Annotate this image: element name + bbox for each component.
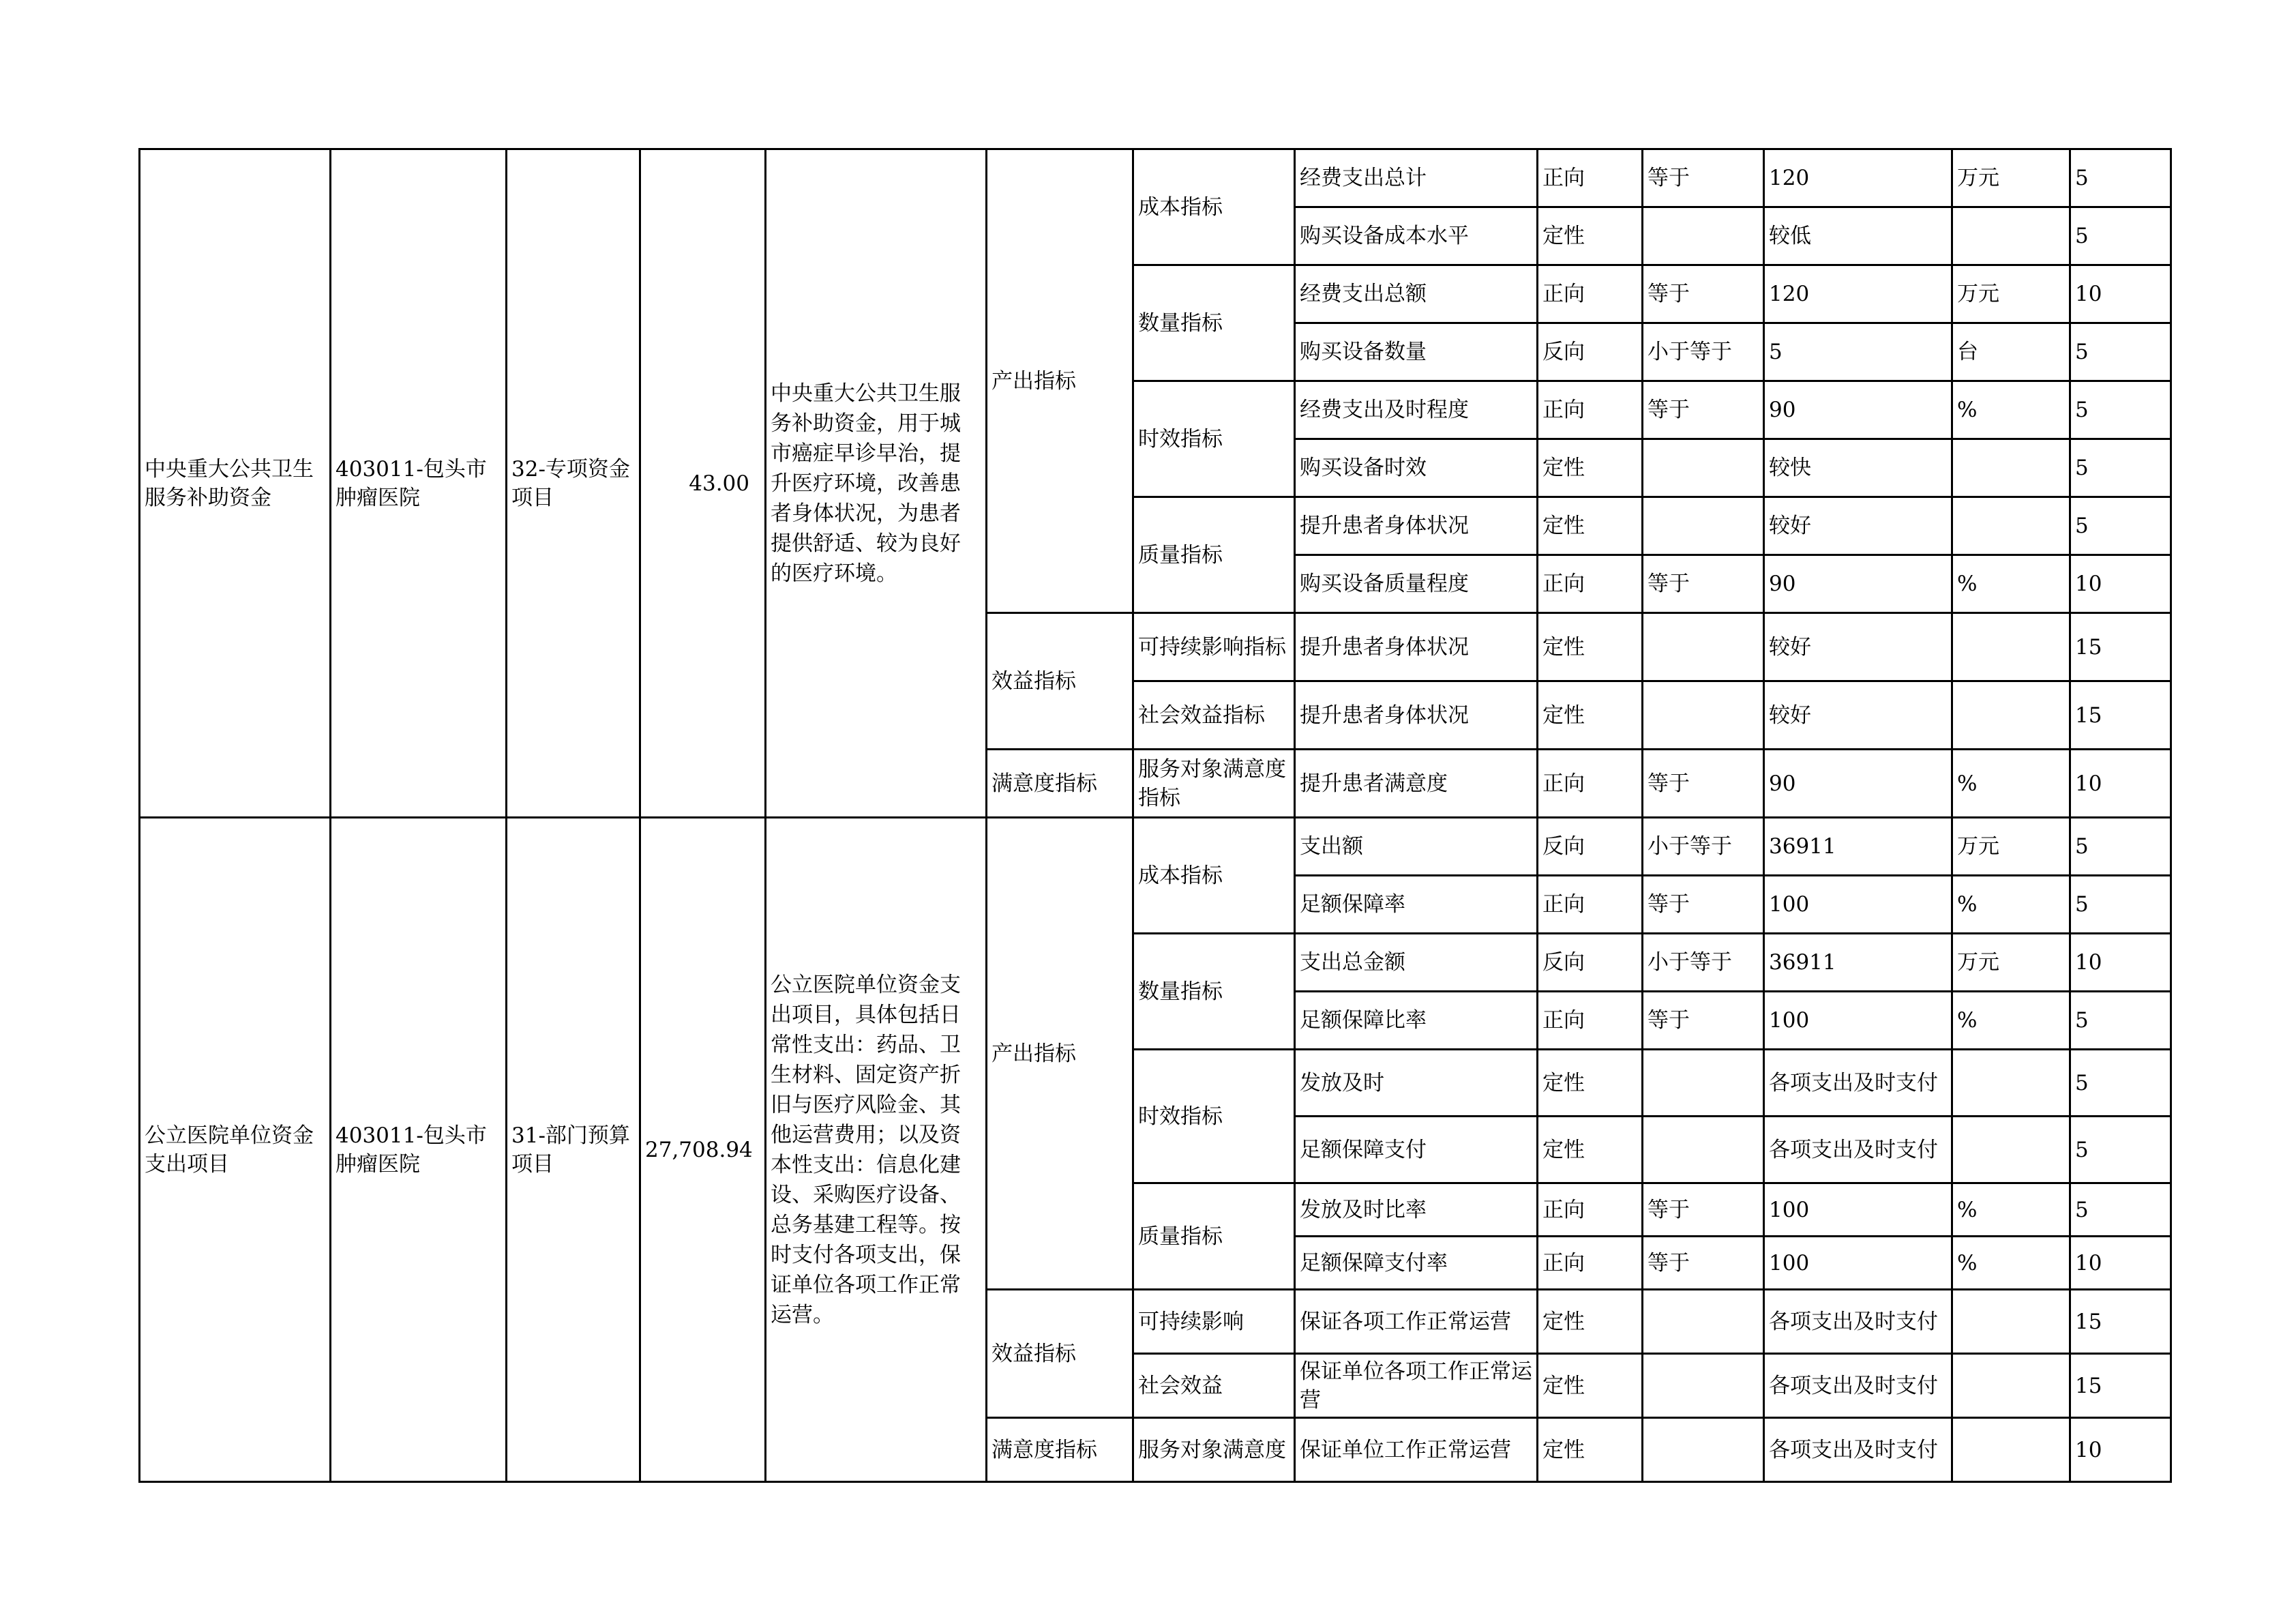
indicator-value: 各项支出及时支付 xyxy=(1764,1117,1952,1183)
unit-name: 403011-包头市肿瘤医院 xyxy=(331,149,507,818)
indicator-operator xyxy=(1643,1290,1764,1354)
indicator-name: 购买设备时效 xyxy=(1295,439,1538,497)
indicator-unit: 台 xyxy=(1952,323,2070,381)
level2-indicator: 成本指标 xyxy=(1133,818,1295,934)
indicator-unit: 万元 xyxy=(1952,818,2070,876)
indicator-operator xyxy=(1643,613,1764,681)
indicator-operator: 小于等于 xyxy=(1643,818,1764,876)
indicator-operator: 等于 xyxy=(1643,1237,1764,1290)
indicator-unit xyxy=(1952,613,2070,681)
indicator-name: 发放及时 xyxy=(1295,1050,1538,1117)
indicator-nature: 定性 xyxy=(1538,497,1643,555)
indicator-name: 保证单位各项工作正常运营 xyxy=(1295,1354,1538,1418)
indicator-name: 保证单位工作正常运营 xyxy=(1295,1418,1538,1482)
indicator-weight: 5 xyxy=(2070,439,2171,497)
level2-indicator: 数量指标 xyxy=(1133,265,1295,381)
indicator-operator: 等于 xyxy=(1643,555,1764,613)
indicator-value: 120 xyxy=(1764,265,1952,323)
indicator-name: 购买设备数量 xyxy=(1295,323,1538,381)
indicator-weight: 15 xyxy=(2070,1354,2171,1418)
indicator-operator xyxy=(1643,1418,1764,1482)
indicator-weight: 5 xyxy=(2070,381,2171,439)
level1-indicator: 满意度指标 xyxy=(987,1418,1133,1482)
indicator-weight: 5 xyxy=(2070,876,2171,934)
level1-indicator: 满意度指标 xyxy=(987,750,1133,818)
indicator-nature: 反向 xyxy=(1538,323,1643,381)
indicator-value: 各项支出及时支付 xyxy=(1764,1354,1952,1418)
indicator-value: 120 xyxy=(1764,149,1952,207)
indicator-weight: 15 xyxy=(2070,681,2171,750)
indicator-nature: 正向 xyxy=(1538,555,1643,613)
indicator-weight: 5 xyxy=(2070,818,2171,876)
indicator-operator: 等于 xyxy=(1643,876,1764,934)
indicator-weight: 10 xyxy=(2070,750,2171,818)
indicator-nature: 定性 xyxy=(1538,1290,1643,1354)
indicator-value: 36911 xyxy=(1764,818,1952,876)
indicator-operator: 等于 xyxy=(1643,750,1764,818)
indicator-unit xyxy=(1952,681,2070,750)
indicator-unit: 万元 xyxy=(1952,265,2070,323)
level2-indicator: 可持续影响指标 xyxy=(1133,613,1295,681)
indicator-weight: 5 xyxy=(2070,1050,2171,1117)
indicator-nature: 定性 xyxy=(1538,613,1643,681)
level2-indicator: 质量指标 xyxy=(1133,497,1295,613)
indicator-operator xyxy=(1643,207,1764,265)
indicator-value: 100 xyxy=(1764,876,1952,934)
level1-indicator: 效益指标 xyxy=(987,1290,1133,1418)
indicator-unit xyxy=(1952,1354,2070,1418)
indicator-unit: % xyxy=(1952,1237,2070,1290)
indicator-value: 90 xyxy=(1764,381,1952,439)
indicator-nature: 反向 xyxy=(1538,934,1643,992)
indicator-name: 提升患者满意度 xyxy=(1295,750,1538,818)
indicator-operator xyxy=(1643,1117,1764,1183)
indicator-nature: 定性 xyxy=(1538,439,1643,497)
indicator-nature: 正向 xyxy=(1538,750,1643,818)
indicator-weight: 15 xyxy=(2070,1290,2171,1354)
indicator-name: 经费支出总计 xyxy=(1295,149,1538,207)
indicator-nature: 定性 xyxy=(1538,207,1643,265)
indicator-value: 较好 xyxy=(1764,497,1952,555)
indicator-name: 足额保障比率 xyxy=(1295,992,1538,1050)
level2-indicator: 时效指标 xyxy=(1133,1050,1295,1183)
indicator-nature: 定性 xyxy=(1538,1117,1643,1183)
level2-indicator: 时效指标 xyxy=(1133,381,1295,497)
indicator-value: 较好 xyxy=(1764,681,1952,750)
level1-indicator: 效益指标 xyxy=(987,613,1133,750)
indicator-value: 90 xyxy=(1764,555,1952,613)
indicator-nature: 正向 xyxy=(1538,1183,1643,1237)
indicator-operator xyxy=(1643,1050,1764,1117)
table-row xyxy=(140,149,2171,207)
indicator-name: 购买设备质量程度 xyxy=(1295,555,1538,613)
indicator-unit: % xyxy=(1952,1183,2070,1237)
indicator-unit xyxy=(1952,207,2070,265)
indicator-nature: 正向 xyxy=(1538,876,1643,934)
indicator-weight: 10 xyxy=(2070,1237,2171,1290)
project-name: 中央重大公共卫生服务补助资金 xyxy=(140,149,331,818)
indicator-unit: % xyxy=(1952,381,2070,439)
indicator-value: 较低 xyxy=(1764,207,1952,265)
indicator-unit: % xyxy=(1952,555,2070,613)
indicator-weight: 5 xyxy=(2070,1117,2171,1183)
indicator-unit xyxy=(1952,1050,2070,1117)
indicator-operator: 等于 xyxy=(1643,149,1764,207)
indicator-nature: 定性 xyxy=(1538,1418,1643,1482)
indicator-nature: 反向 xyxy=(1538,818,1643,876)
indicator-value: 各项支出及时支付 xyxy=(1764,1418,1952,1482)
level2-indicator: 社会效益 xyxy=(1133,1354,1295,1418)
indicator-operator: 小于等于 xyxy=(1643,934,1764,992)
indicator-name: 足额保障支付 xyxy=(1295,1117,1538,1183)
indicator-unit xyxy=(1952,1117,2070,1183)
indicator-value: 100 xyxy=(1764,992,1952,1050)
indicator-weight: 5 xyxy=(2070,1183,2171,1237)
indicator-operator: 等于 xyxy=(1643,1183,1764,1237)
indicator-name: 支出总金额 xyxy=(1295,934,1538,992)
indicator-weight: 10 xyxy=(2070,934,2171,992)
indicator-operator: 等于 xyxy=(1643,265,1764,323)
indicator-weight: 15 xyxy=(2070,613,2171,681)
indicator-nature: 正向 xyxy=(1538,992,1643,1050)
indicator-name: 经费支出总额 xyxy=(1295,265,1538,323)
indicator-unit xyxy=(1952,439,2070,497)
indicator-operator: 等于 xyxy=(1643,992,1764,1050)
indicator-weight: 5 xyxy=(2070,323,2171,381)
indicator-unit xyxy=(1952,1418,2070,1482)
indicator-weight: 10 xyxy=(2070,265,2171,323)
project-name: 公立医院单位资金支出项目 xyxy=(140,818,331,1482)
indicator-name: 发放及时比率 xyxy=(1295,1183,1538,1237)
indicator-operator: 等于 xyxy=(1643,381,1764,439)
indicator-name: 经费支出及时程度 xyxy=(1295,381,1538,439)
indicator-name: 提升患者身体状况 xyxy=(1295,613,1538,681)
indicator-name: 提升患者身体状况 xyxy=(1295,681,1538,750)
project-type: 32-专项资金项目 xyxy=(507,149,640,818)
indicator-name: 购买设备成本水平 xyxy=(1295,207,1538,265)
indicator-unit xyxy=(1952,1290,2070,1354)
indicator-weight: 5 xyxy=(2070,497,2171,555)
indicator-name: 足额保障率 xyxy=(1295,876,1538,934)
indicator-value: 100 xyxy=(1764,1183,1952,1237)
indicator-name: 支出额 xyxy=(1295,818,1538,876)
level2-indicator: 社会效益指标 xyxy=(1133,681,1295,750)
indicator-value: 各项支出及时支付 xyxy=(1764,1050,1952,1117)
level2-indicator: 可持续影响 xyxy=(1133,1290,1295,1354)
table-row xyxy=(140,818,2171,876)
indicator-unit: % xyxy=(1952,876,2070,934)
level2-indicator: 数量指标 xyxy=(1133,934,1295,1050)
indicator-value: 36911 xyxy=(1764,934,1952,992)
level2-indicator: 服务对象满意度 xyxy=(1133,1418,1295,1482)
indicator-unit: 万元 xyxy=(1952,149,2070,207)
level1-indicator: 产出指标 xyxy=(987,149,1133,613)
project-description: 中央重大公共卫生服务补助资金，用于城市癌症早诊早治，提升医疗环境，改善患者身体状况，为患者提供舒适、较为良好的医疗环境。 xyxy=(766,149,987,818)
indicator-weight: 10 xyxy=(2070,1418,2171,1482)
indicator-unit: % xyxy=(1952,992,2070,1050)
project-type: 31-部门预算项目 xyxy=(507,818,640,1482)
indicator-value: 较好 xyxy=(1764,613,1952,681)
performance-table xyxy=(138,148,2172,1483)
indicator-nature: 正向 xyxy=(1538,149,1643,207)
indicator-operator xyxy=(1643,497,1764,555)
level2-indicator: 成本指标 xyxy=(1133,149,1295,265)
level2-indicator: 服务对象满意度指标 xyxy=(1133,750,1295,818)
indicator-value: 较快 xyxy=(1764,439,1952,497)
project-description: 公立医院单位资金支出项目，具体包括日常性支出：药品、卫生材料、固定资产折旧与医疗风险金、其他运营费用；以及资本性支出：信息化建设、采购医疗设备、总务基建工程等。按时支付各项支出，保证单位各项工作正常运营。 xyxy=(766,818,987,1482)
indicator-value: 各项支出及时支付 xyxy=(1764,1290,1952,1354)
indicator-unit: % xyxy=(1952,750,2070,818)
indicator-nature: 正向 xyxy=(1538,381,1643,439)
indicator-operator xyxy=(1643,1354,1764,1418)
level2-indicator: 质量指标 xyxy=(1133,1183,1295,1290)
project-amount: 27,708.94 xyxy=(640,818,766,1482)
indicator-nature: 定性 xyxy=(1538,1354,1643,1418)
project-amount: 43.00 xyxy=(640,149,766,818)
unit-name: 403011-包头市肿瘤医院 xyxy=(331,818,507,1482)
indicator-name: 保证各项工作正常运营 xyxy=(1295,1290,1538,1354)
indicator-weight: 5 xyxy=(2070,207,2171,265)
indicator-unit xyxy=(1952,497,2070,555)
indicator-nature: 定性 xyxy=(1538,1050,1643,1117)
indicator-nature: 定性 xyxy=(1538,681,1643,750)
indicator-name: 提升患者身体状况 xyxy=(1295,497,1538,555)
indicator-weight: 5 xyxy=(2070,992,2171,1050)
indicator-value: 90 xyxy=(1764,750,1952,818)
indicator-name: 足额保障支付率 xyxy=(1295,1237,1538,1290)
indicator-nature: 正向 xyxy=(1538,265,1643,323)
indicator-value: 5 xyxy=(1764,323,1952,381)
indicator-operator xyxy=(1643,439,1764,497)
indicator-unit: 万元 xyxy=(1952,934,2070,992)
level1-indicator: 产出指标 xyxy=(987,818,1133,1290)
indicator-value: 100 xyxy=(1764,1237,1952,1290)
indicator-operator xyxy=(1643,681,1764,750)
indicator-nature: 正向 xyxy=(1538,1237,1643,1290)
indicator-operator: 小于等于 xyxy=(1643,323,1764,381)
indicator-weight: 10 xyxy=(2070,555,2171,613)
indicator-weight: 5 xyxy=(2070,149,2171,207)
